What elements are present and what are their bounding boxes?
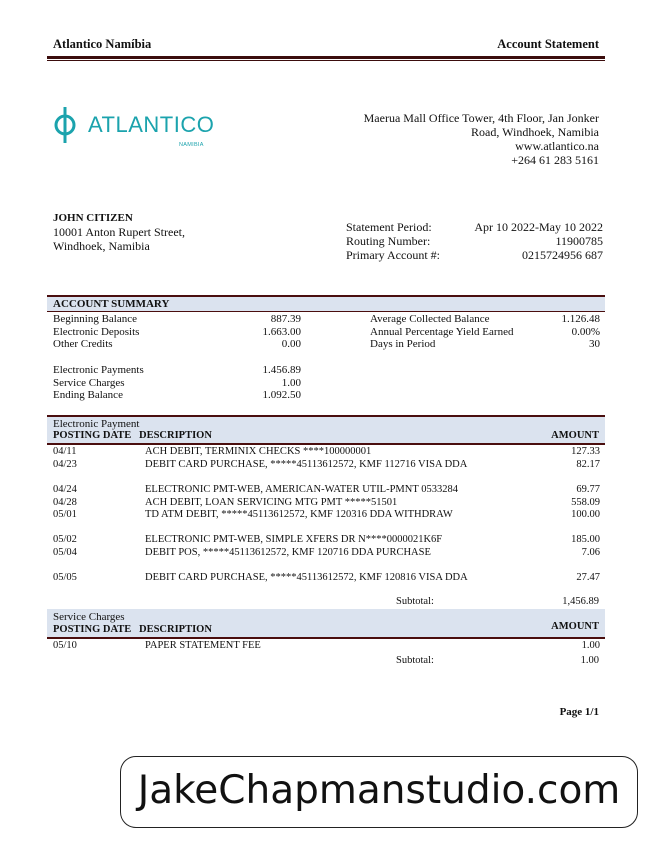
summary-value: 1.663.00 [262,325,301,338]
phi-logo-icon [52,106,82,144]
description: DEBIT POS, *****45113612572, KMF 120716 DDA PURCHASE [145,546,431,558]
posting-date: 04/28 [53,496,77,508]
posting-date: 05/05 [53,572,77,583]
summary-value: 1.092.50 [262,389,301,401]
info-label: Primary Account #: [346,248,440,262]
bank-phone: +264 61 283 5161 [511,153,599,167]
ep-section-label: Electronic Payment [53,418,140,430]
table-row [53,446,600,459]
document-title: Account Statement [497,37,599,51]
summary-label: Other Credits [53,338,113,350]
sc-col-description: DESCRIPTION [139,624,212,635]
ep-group-2 [53,484,600,522]
bank-website: www.atlantico.na [515,139,599,153]
summary-value: 30 [589,338,600,350]
summary-title: ACCOUNT SUMMARY [53,298,170,310]
logo-subtitle: NAMIBIA [179,142,204,148]
description: ACH DEBIT, LOAN SERVICING MTG PMT *****51501 [145,496,398,508]
amount: 82.17 [576,458,600,470]
summary-right-group [370,313,600,351]
sc-subtotal-value: 1.00 [580,655,599,666]
header-rule [47,56,605,59]
table-row [53,484,600,497]
sc-col-posting-date: POSTING DATE [53,624,132,635]
description: DEBIT CARD PURCHASE, *****45113612572, KMF 120816 VISA DDA [145,572,468,583]
amount: 27.47 [576,572,600,583]
ep-group-4 [53,572,600,585]
posting-date: 05/01 [53,509,77,520]
info-label: Statement Period: [346,220,432,234]
description: PAPER STATEMENT FEE [145,640,261,651]
table-row [53,572,600,585]
summary-left-group-1 [53,313,301,351]
ep-col-description: DESCRIPTION [139,430,212,441]
info-label: Routing Number: [346,234,431,248]
summary-label: Beginning Balance [53,313,138,325]
posting-date: 05/02 [53,534,77,545]
customer-name: JOHN CITIZEN [53,212,133,224]
ep-header-rule [47,443,605,445]
summary-left-group-2 [53,364,301,402]
routing-number-row [346,234,603,248]
summary-value: 0.00 [281,338,301,350]
statement-info [346,220,603,262]
ep-col-amount: AMOUNT [551,430,599,441]
info-value: 11900785 [555,234,603,248]
ep-group-3 [53,534,600,559]
summary-label: Days in Period [370,338,436,350]
ep-subtotal-label: Subtotal: [396,596,434,607]
description: ACH DEBIT, TERMINIX CHECKS ****100000001 [145,446,372,457]
summary-label: Electronic Deposits [53,325,140,338]
logo-wordmark: ATLANTICO [88,112,215,137]
table-row [53,534,600,547]
primary-account-row [346,248,603,262]
bank-name: Atlantico Namíbia [53,37,152,51]
customer-street: 10001 Anton Rupert Street, [53,225,185,239]
description: DEBIT CARD PURCHASE, *****45113612572, KMF 112716 VISA DDA [145,458,468,470]
summary-label: Annual Percentage Yield Earned [370,325,514,338]
bank-address [329,111,599,167]
posting-date: 04/24 [53,484,77,495]
summary-value: 1.456.89 [262,364,301,376]
amount: 100.00 [571,509,600,520]
table-row [53,640,600,653]
table-row [53,497,600,510]
table-row [53,459,600,472]
ep-col-posting-date: POSTING DATE [53,430,132,441]
info-value: 0215724956 687 [522,248,603,262]
sc-subtotal-label: Subtotal: [396,655,434,666]
ep-group-1 [53,446,600,471]
summary-value: 887.39 [270,313,301,325]
summary-label: Service Charges [53,376,125,389]
description: ELECTRONIC PMT-WEB, SIMPLE XFERS DR N****0000021K6F [145,534,443,545]
posting-date: 04/23 [53,458,77,470]
summary-label: Electronic Payments [53,364,144,376]
description: TD ATM DEBIT, *****45113612572, KMF 120316 DDA WITHDRAW [145,509,453,520]
amount: 1.00 [581,640,600,651]
summary-label: Average Collected Balance [370,313,490,325]
watermark-banner: JakeChapmanstudio.com [120,756,638,828]
summary-rule-bottom [47,311,605,312]
amount: 7.06 [581,546,600,558]
summary-value: 1.00 [281,376,301,389]
amount: 69.77 [576,484,600,495]
summary-value: 0.00% [571,325,600,338]
posting-date: 05/10 [53,640,77,651]
address-line-2: Road, Windhoek, Namibia [471,125,599,139]
customer-block [53,211,185,253]
info-value: Apr 10 2022-May 10 2022 [474,220,603,234]
header-rule-thin [47,60,605,61]
amount: 558.09 [571,496,600,508]
summary-value: 1.126.48 [561,313,600,325]
amount: 127.33 [571,446,600,457]
description: ELECTRONIC PMT-WEB, AMERICAN-WATER UTIL-PMNT 0533284 [145,484,458,495]
sc-rows [53,640,600,653]
statement-period-row [346,220,603,234]
sc-col-amount: AMOUNT [551,621,599,632]
summary-label: Ending Balance [53,389,123,401]
sc-header-rule [47,637,605,639]
address-line-1: Maerua Mall Office Tower, 4th Floor, Jan Jonker [363,111,599,125]
table-row [53,547,600,560]
posting-date: 04/11 [53,446,77,457]
table-row [53,509,600,522]
amount: 185.00 [571,534,600,545]
posting-date: 05/04 [53,546,77,558]
ep-subtotal-value: 1,456.89 [562,596,599,607]
sc-section-label: Service Charges [53,611,125,623]
atlantico-logo [52,106,215,149]
page-number: Page 1/1 [559,706,599,718]
customer-city: Windhoek, Namibia [53,239,150,253]
